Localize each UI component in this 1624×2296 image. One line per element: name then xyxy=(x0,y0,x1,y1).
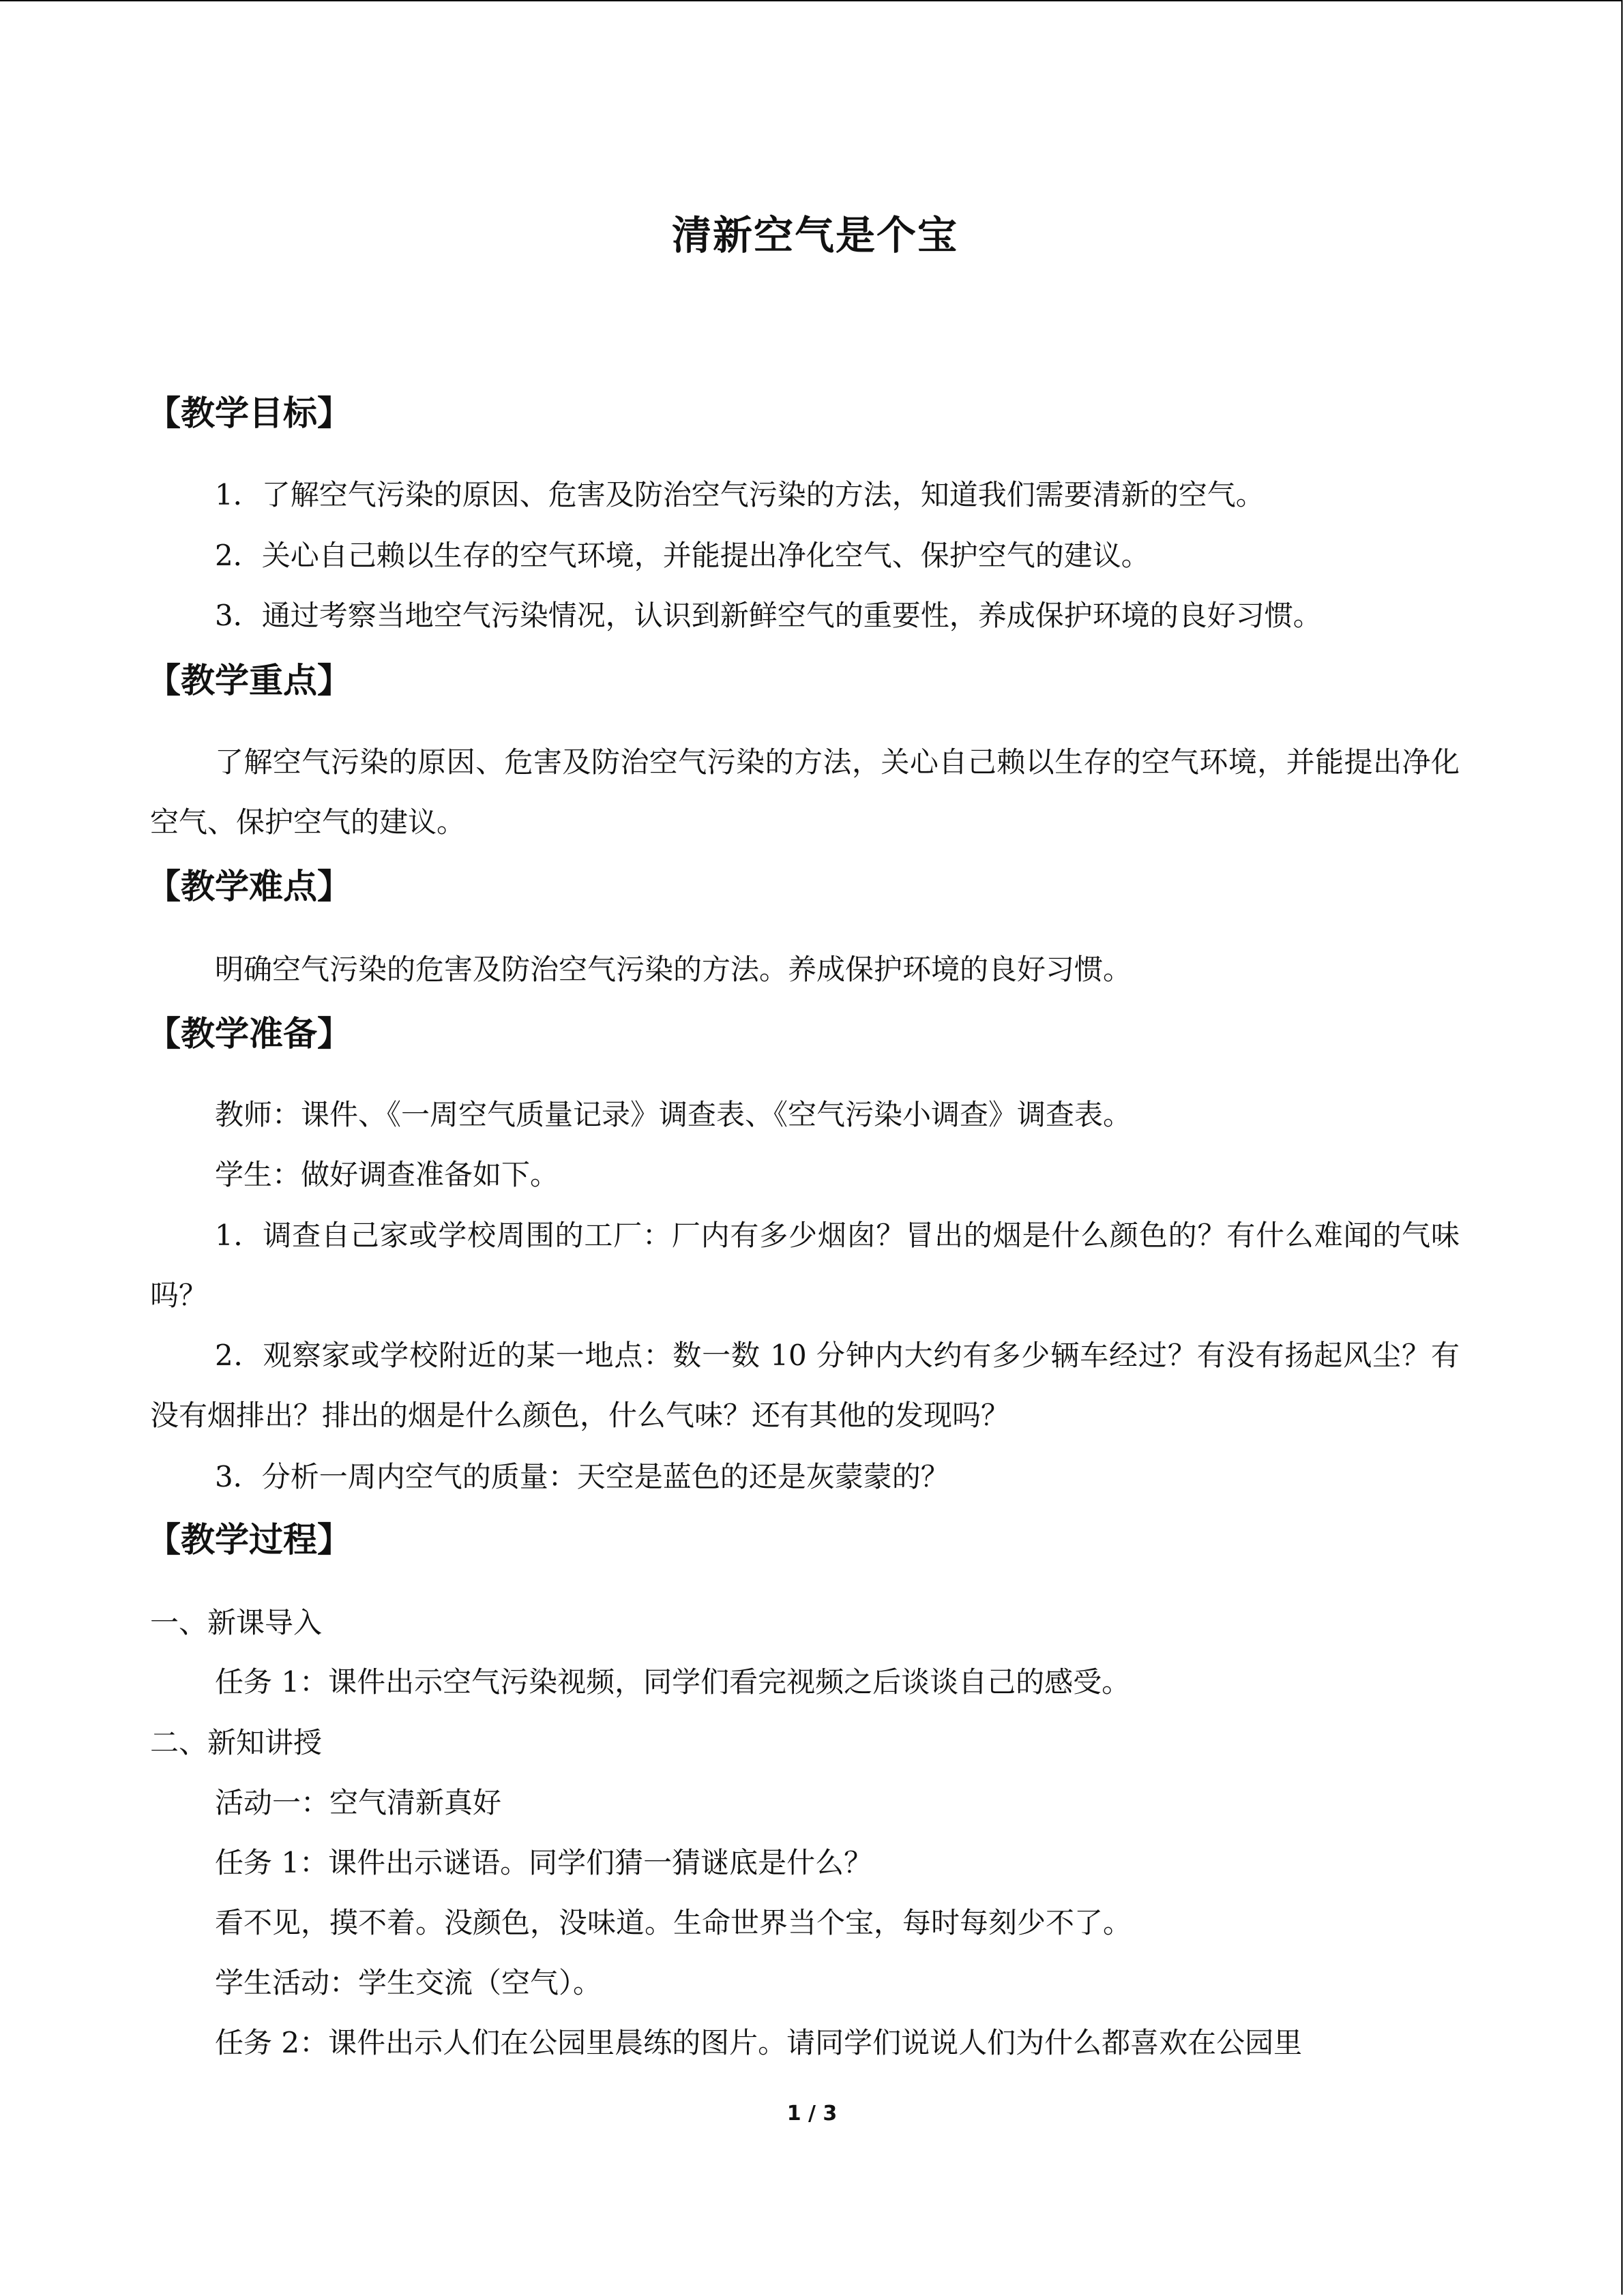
section-heading-process: 【教学过程】 xyxy=(147,1520,351,1560)
objective-item-3: 3．通过考察当地空气污染情况，认识到新鲜空气的重要性，养成保护环境的良好习惯。 xyxy=(215,599,1322,632)
process-part2-title: 二、新知讲授 xyxy=(150,1726,323,1759)
page-number: 1 / 3 xyxy=(786,2102,838,2126)
document-title: 清新空气是个宝 xyxy=(671,212,958,258)
process-part1-task1: 任务 1：课件出示空气污染视频，同学们看完视频之后谈谈自己的感受。 xyxy=(215,1665,1131,1699)
section-heading-preparation: 【教学准备】 xyxy=(147,1014,351,1054)
objective-item-2: 2．关心自己赖以生存的空气环境，并能提出净化空气、保护空气的建议。 xyxy=(215,539,1150,572)
process-task1: 任务 1：课件出示谜语。同学们猜一猜谜底是什么？ xyxy=(215,1846,873,1879)
process-part1-title: 一、新课导入 xyxy=(150,1606,323,1639)
key-points-text: 了解空气污染的原因、危害及防治空气污染的方法，关心自己赖以生存的空气环境，并能提出净化空气、保护空气的建议。 xyxy=(150,745,1460,839)
process-riddle: 看不见，摸不着。没颜色，没味道。生命世界当个宝，每时每刻少不了。 xyxy=(215,1906,1132,1939)
preparation-item-2: 2．观察家或学校附近的某一地点：数一数 10 分钟内大约有多少辆车经过？有没有扬起风尘？有没有烟排出？排出的烟是什么颜色，什么气味？还有其他的发现吗？ xyxy=(150,1339,1460,1432)
difficulties-text: 明确空气污染的危害及防治空气污染的方法。养成保护环境的良好习惯。 xyxy=(215,953,1132,986)
objective-item-1: 1．了解空气污染的原因、危害及防治空气污染的方法，知道我们需要清新的空气。 xyxy=(215,478,1265,511)
section-heading-key-points: 【教学重点】 xyxy=(147,661,351,700)
preparation-teacher: 教师：课件、《一周空气质量记录》调查表、《空气污染小调查》调查表。 xyxy=(215,1098,1132,1131)
preparation-item-3: 3．分析一周内空气的质量：天空是蓝色的还是灰蒙蒙的？ xyxy=(215,1460,949,1493)
preparation-item-1: 1．调查自己家或学校周围的工厂：厂内有多少烟囱？冒出的烟是什么颜色的？有什么难闻的气味吗？ xyxy=(150,1219,1460,1312)
preparation-student: 学生：做好调查准备如下。 xyxy=(215,1158,559,1191)
process-student-activity: 学生活动：学生交流（空气）。 xyxy=(215,1966,602,1999)
section-heading-objectives: 【教学目标】 xyxy=(147,393,351,433)
section-heading-difficulties: 【教学难点】 xyxy=(147,867,351,906)
process-task2: 任务 2：课件出示人们在公园里晨练的图片。请同学们说说人们为什么都喜欢在公园里 xyxy=(215,2026,1303,2059)
process-activity1: 活动一：空气清新真好 xyxy=(215,1786,502,1819)
